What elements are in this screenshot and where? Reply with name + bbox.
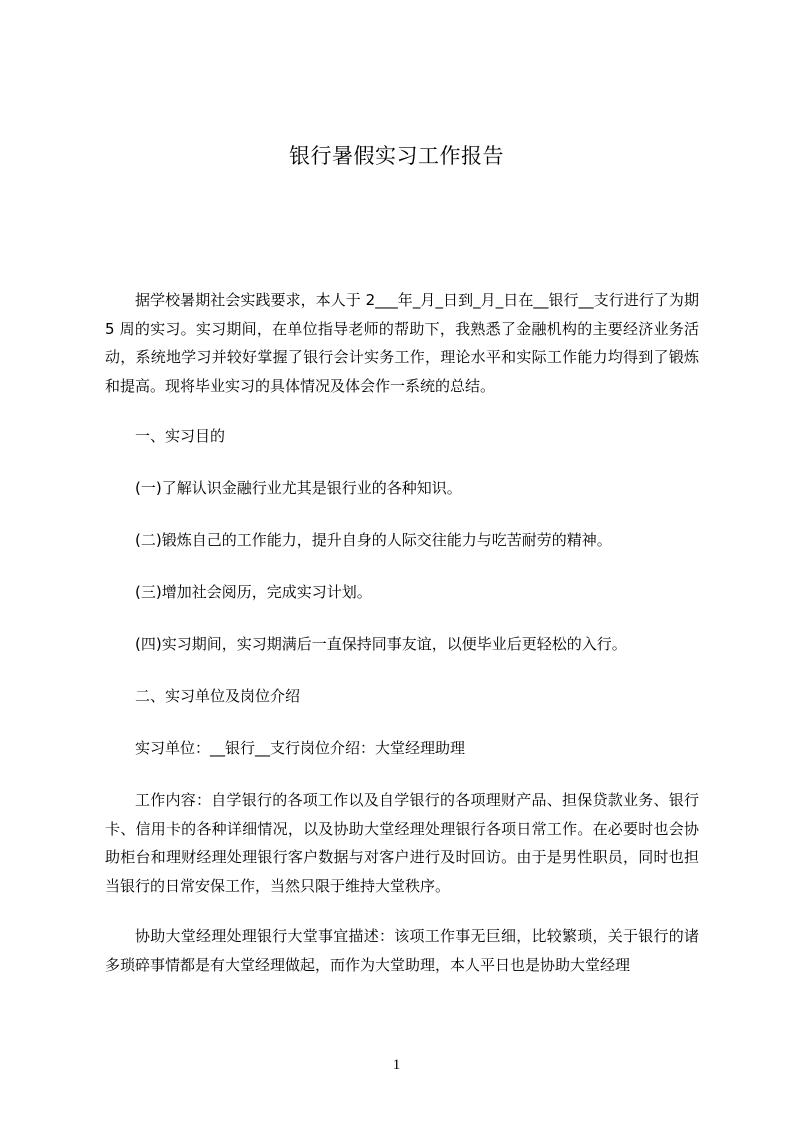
spacer [105, 658, 699, 682]
section-heading-purpose: 一、实习目的 [135, 427, 226, 445]
spacer [105, 400, 699, 422]
intro-paragraph: 据学校暑期社会实践要求，本人于 2___年_月_日到_月_日在__银行__支行进行了为期 5 周的实习。实习期间，在单位指导老师的帮助下，我熟悉了金融机构的主要经济业务活动，系统地学习并较好掌握了银行会计实务工作，理论水平和实际工作能力均得到了锻炼和提高。现将毕业实习的具体情况及体会作一系统的总结。 [105, 291, 699, 395]
document-title: 银行暑假实习工作报告 [289, 144, 504, 168]
work-content-paragraph: 工作内容：自学银行的各项工作以及自学银行的各项理财产品、担保贷款业务、银行卡、信用卡的各种详细情况，以及协助大堂经理处理银行各项日常工作。在必要时也会协助柜台和理财经理处理银行客户数据与对客户进行及时回访。由于是男性职员，同时也担当银行的日常安保工作，当然只限于维持大堂秩序。 [105, 791, 699, 895]
spacer [105, 450, 699, 474]
spacer [105, 606, 699, 630]
spacer [105, 900, 699, 922]
spacer [105, 762, 699, 786]
document-body [105, 286, 699, 979]
section-heading-unit: 二、实习单位及岗位介绍 [135, 687, 301, 705]
goal-item-1: (一)了解认识金融行业尤其是银行业的各种知识。 [135, 479, 462, 497]
goal-item-3: (三)增加社会阅历，完成实习计划。 [135, 583, 372, 601]
page-number: 1 [392, 1057, 401, 1073]
spacer [105, 554, 699, 578]
spacer [105, 502, 699, 526]
spacer [105, 710, 699, 734]
goal-item-4: (四)实习期间，实习期满后一直保持同事友谊，以便毕业后更轻松的入行。 [135, 635, 627, 653]
unit-info: 实习单位：__银行__支行岗位介绍：大堂经理助理 [135, 739, 466, 757]
goal-item-2: (二)锻炼自己的工作能力，提升自身的人际交往能力与吃苦耐劳的精神。 [135, 531, 612, 549]
assist-description-paragraph: 协助大堂经理处理银行大堂事宜描述：该项工作事无巨细，比较繁琐，关于银行的诸多琐碎事情都是有大堂经理做起，而作为大堂助理，本人平日也是协助大堂经理 [105, 927, 699, 974]
